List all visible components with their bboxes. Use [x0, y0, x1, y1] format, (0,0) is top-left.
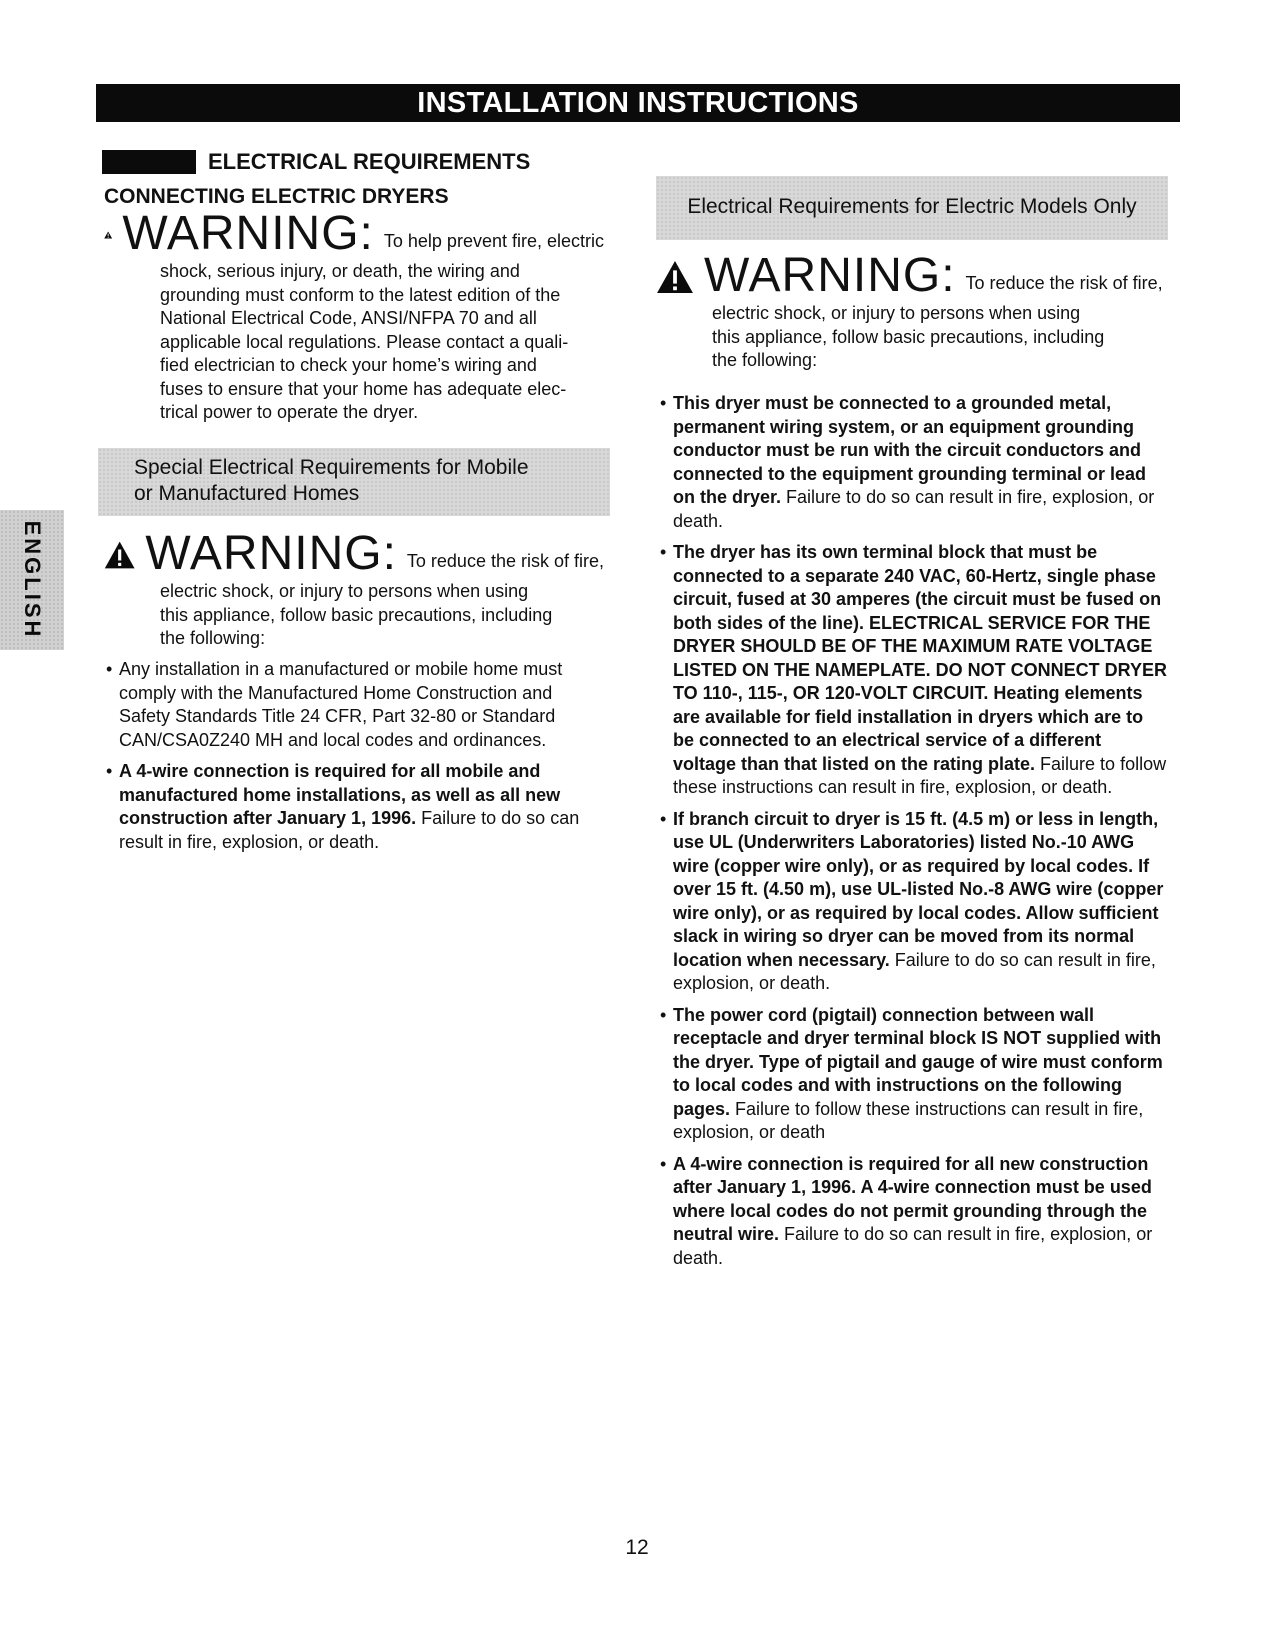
- warning-lead-text: To reduce the risk of fire,: [965, 273, 1163, 293]
- page-banner: INSTALLATION INSTRUCTIONS: [96, 84, 1180, 122]
- warning-body: [712, 302, 1176, 373]
- warning-triangle-icon: [104, 538, 135, 572]
- warning-line: applicable local regulations. Please contact a quali-: [160, 331, 569, 352]
- warning-line: this appliance, follow basic precautions, including: [160, 604, 553, 625]
- list-item: • A 4-wire connection is required for all mobile and manufactured home installations, as well as all new construction after January 1, 1996. Failure to do so can result in fire, explosion, or death.: [106, 760, 606, 854]
- warning-line: this appliance, follow basic precautions, including: [712, 326, 1105, 347]
- section-heading: [102, 148, 530, 176]
- electric-dryer-requirements-list: [660, 392, 1168, 1278]
- box-heading-line: or Manufactured Homes: [134, 482, 360, 505]
- section-marker-bar: [102, 150, 196, 174]
- warning-line: fuses to ensure that your home has adequate elec-: [160, 378, 567, 399]
- warning-body: [160, 260, 604, 425]
- list-item: • This dryer must be connected to a grounded metal, permanent wiring system, or an equipment grounding conductor must be run with the circuit conductors and connected to the equipment grounding terminal or lead on the dryer. Failure to do so can result in fire, explosion, or death.: [660, 392, 1168, 533]
- warning-line: trical power to operate the dryer.: [160, 402, 419, 422]
- warning-block-left-2: [104, 527, 604, 651]
- section-title: ELECTRICAL REQUIREMENTS: [208, 149, 531, 174]
- page-number: 12: [625, 1536, 649, 1559]
- warning-line: the following:: [160, 628, 266, 648]
- warning-label: WARNING:: [704, 249, 956, 302]
- warning-lead-text: To reduce the risk of fire,: [406, 551, 604, 571]
- warning-triangle-icon: [656, 260, 694, 294]
- warning-line: the following:: [712, 350, 818, 370]
- warning-triangle-icon: [104, 218, 112, 252]
- mobile-home-requirements-list: [106, 658, 606, 862]
- warning-line: electric shock, or injury to persons when using: [712, 303, 1081, 323]
- warning-line: shock, serious injury, or death, the wiring and: [160, 261, 520, 281]
- electric-models-box: [656, 176, 1168, 240]
- warning-line: fied electrician to check your home’s wiring and: [160, 355, 537, 375]
- warning-line: electric shock, or injury to persons when using: [160, 581, 529, 601]
- box-heading-line: Special Electrical Requirements for Mobile: [134, 456, 529, 479]
- list-item: • The dryer has its own terminal block that must be connected to a separate 240 VAC, 60-Hertz, single phase circuit, fused at 30 amperes (the circuit must be fused on both sides of the line). ELECTRICAL SERVICE FOR THE DRYER SHOULD BE OF THE MAXIMUM RATE VOLTAGE LISTED ON THE NAMEPLATE. DO NOT CONNECT DRYER TO 110-, 115-, OR 120-VOLT CIRCUIT. Heating elements are available for field installation in dryers which are to be connected to an electrical service of a different voltage than that listed on the rating plate. Failure to follow these instructions can result in fire, explosion, or death.: [660, 541, 1168, 800]
- warning-line: grounding must conform to the latest edition of the: [160, 284, 561, 305]
- list-item: • Any installation in a manufactured or mobile home must comply with the Manufactured Home Construction and Safety Standards Title 24 CFR, Part 32-80 or Standard CAN/CSA0Z240 MH and local codes and ordinances.: [106, 658, 606, 752]
- list-item: • A 4-wire connection is required for all new construction after January 1, 1996. A 4-wire connection must be used where local codes do not permit grounding through the neutral wire. Failure to do so can result in fire, explosion, or death.: [660, 1153, 1168, 1271]
- warning-body: [160, 580, 604, 651]
- warning-line: National Electrical Code, ANSI/NFPA 70 and all: [160, 308, 537, 328]
- section-subtitle: CONNECTING ELECTRIC DRYERS: [104, 185, 449, 208]
- warning-block-right: [656, 249, 1176, 373]
- list-item: • If branch circuit to dryer is 15 ft. (4.5 m) or less in length, use UL (Underwriters Laboratories) listed No.-10 AWG wire (copper wire only), or as required by local codes. If over 15 ft. (4.50 m), use UL-listed No.-8 AWG wire (copper wire only), or as required by local codes. Allow sufficient slack in wiring so dryer can be moved from its normal location when necessary. Failure to do so can result in fire, explosion, or death.: [660, 808, 1168, 996]
- box-heading-line: Electrical Requirements for Electric Models Only: [687, 195, 1137, 218]
- warning-lead-text: To help prevent fire, electric: [383, 231, 604, 251]
- list-item: • The power cord (pigtail) connection between wall receptacle and dryer terminal block IS NOT supplied with the dryer. Type of pigtail and gauge of wire must conform to local codes and with instructions on the following pages. Failure to follow these instructions can result in fire, explosion, or death: [660, 1004, 1168, 1145]
- warning-label: WARNING:: [122, 207, 374, 260]
- mobile-homes-box: [98, 448, 610, 516]
- warning-block-left-1: [104, 207, 604, 425]
- warning-label: WARNING:: [145, 527, 397, 580]
- language-tab-label: ENGLISH: [20, 520, 45, 640]
